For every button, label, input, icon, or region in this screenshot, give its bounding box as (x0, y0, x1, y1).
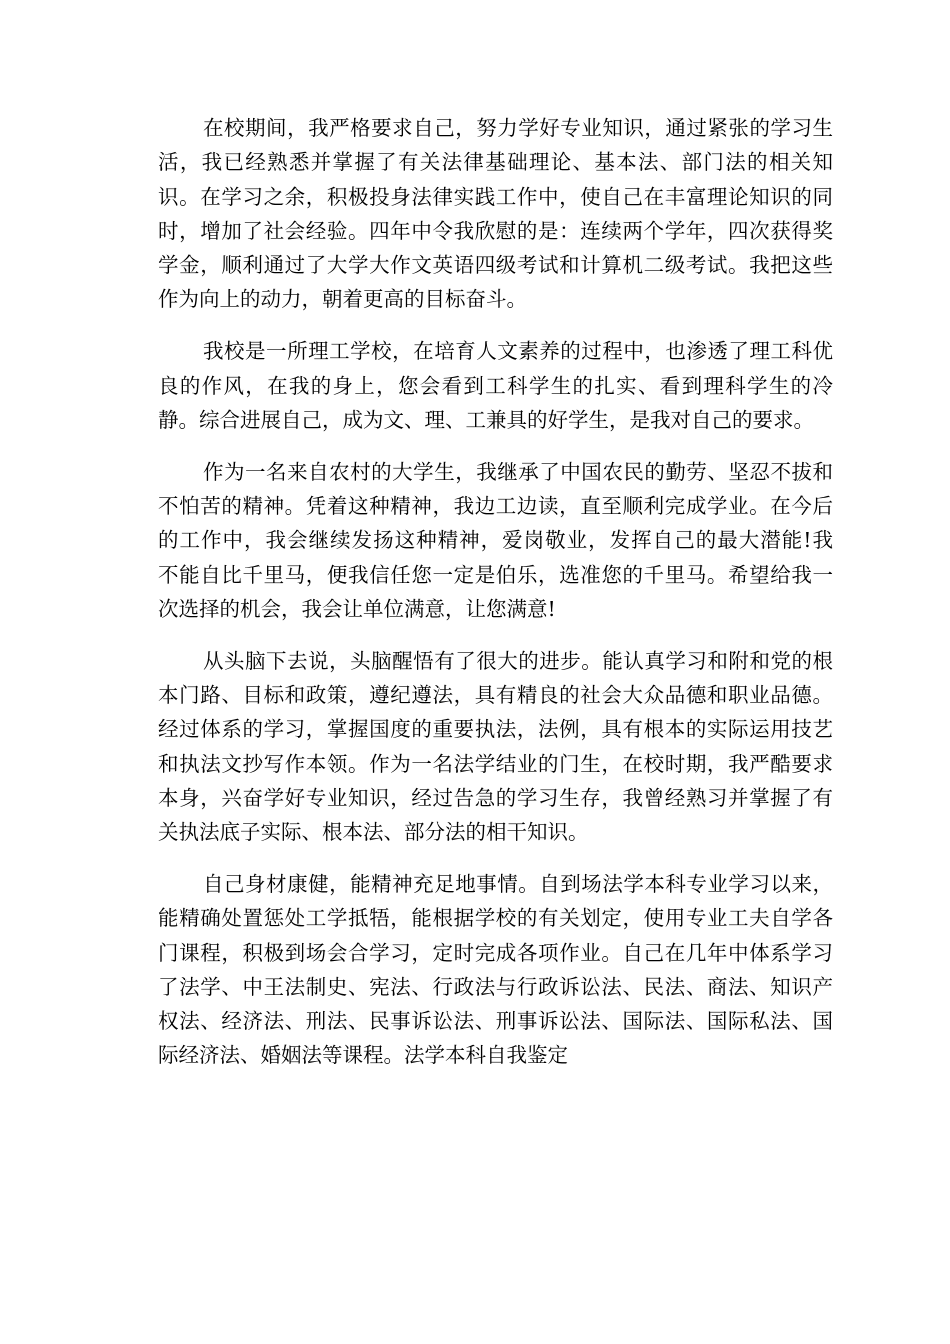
paragraph-1 (117, 111, 833, 317)
text-line: 经过体系的学习，掌握国度的重要执法，法例，具有根本的实际运用技艺 (158, 717, 833, 742)
text-line: 关执法底子实际、根本法、部分法的相干知识。 (158, 820, 589, 845)
text-line: 在校期间，我严格要求自己，努力学好专业知识，通过紧张的学习生 (203, 116, 833, 140)
document-body (117, 111, 833, 1090)
text-line: 次选择的机会，我会让单位满意，让您满意! (158, 596, 556, 621)
text-line: 能精确处置惩处工学抵牾，能根据学校的有关划定，使用专业工夫自学各 (158, 906, 833, 931)
paragraph-5 (117, 867, 833, 1073)
text-line: 和执法文抄写作本领。作为一名法学结业的门生，在校时期，我严酷要求 (158, 751, 833, 776)
text-line: 本门路、目标和政策，遵纪遵法，具有精良的社会大众品德和职业品德。 (158, 682, 833, 707)
paragraph-3 (117, 455, 833, 626)
text-line: 从头脑下去说，头脑醒悟有了很大的进步。能认真学习和附和党的根 (203, 648, 833, 673)
text-line: 静。综合进展自己，成为文、理、工兼具的好学生，是我对自己的要求。 (158, 407, 814, 432)
text-line: 不能自比千里马，便我信任您一定是伯乐，选准您的千里马。希望给我一 (158, 562, 833, 587)
text-line: 我校是一所理工学校，在培育人文素养的过程中，也渗透了理工科优 (203, 339, 833, 364)
text-line: 权法、经济法、刑法、民事诉讼法、刑事诉讼法、国际法、国际私法、国 (158, 1009, 833, 1034)
text-line: 不怕苦的精神。凭着这种精神，我边工边读，直至顺利完成学业。在今后 (158, 493, 833, 518)
text-line: 门课程，积极到场会合学习，定时完成各项作业。自己在几年中体系学习 (158, 940, 833, 965)
text-line: 识。在学习之余，积极投身法律实践工作中，使自己在丰富理论知识的同 (158, 184, 833, 209)
paragraph-2 (117, 334, 833, 437)
text-line: 作为一名来自农村的大学生，我继承了中国农民的勤劳、坚忍不拔和 (203, 459, 833, 484)
text-line: 时，增加了社会经验。四年中令我欣慰的是：连续两个学年，四次获得奖 (158, 218, 833, 243)
text-line: 的工作中，我会继续发扬这种精神，爱岗敬业，发挥自己的最大潜能!我 (158, 528, 833, 553)
text-line: 良的作风，在我的身上，您会看到工科学生的扎实、看到理科学生的冷 (158, 373, 833, 398)
text-line: 本身，兴奋学好专业知识，经过告急的学习生存，我曾经熟习并掌握了有 (158, 785, 833, 810)
paragraph-4 (117, 644, 833, 850)
text-line: 了法学、中王法制史、宪法、行政法与行政诉讼法、民法、商法、知识产 (158, 974, 833, 999)
text-line: 学金，顺利通过了大学大作文英语四级考试和计算机二级考试。我把这些 (158, 253, 833, 278)
text-line: 作为向上的动力，朝着更高的目标奋斗。 (158, 287, 527, 312)
text-line: 自己身材康健，能精神充足地事情。自到场法学本科专业学习以来， (203, 871, 833, 896)
text-line: 际经济法、婚姻法等课程。法学本科自我鉴定 (158, 1043, 568, 1068)
text-line: 活，我已经熟悉并掌握了有关法律基础理论、基本法、部门法的相关知 (158, 150, 833, 175)
